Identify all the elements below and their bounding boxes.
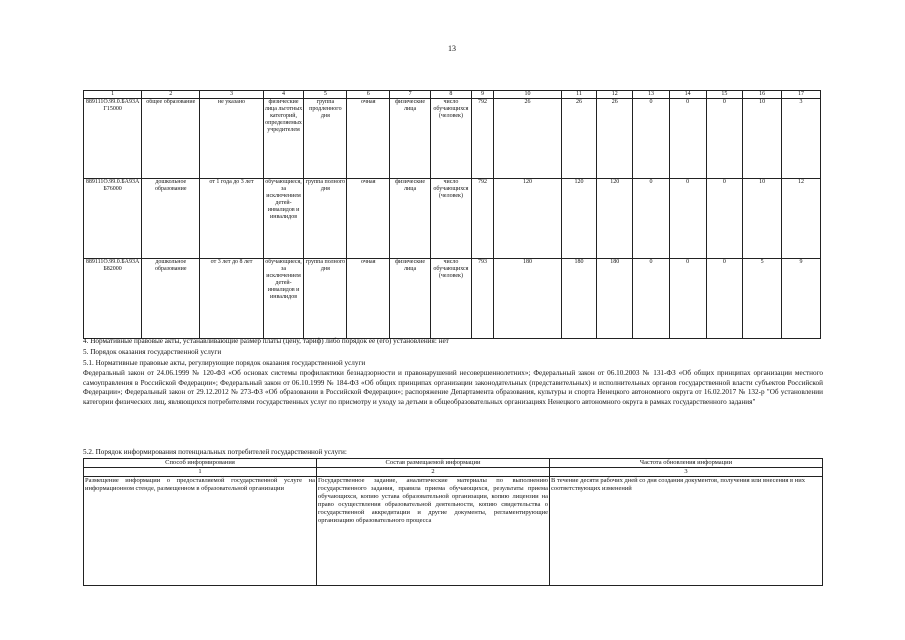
- column-number: 9: [471, 91, 493, 99]
- table-cell: 0: [706, 179, 743, 259]
- column-header: Частота обновления информации: [550, 459, 823, 468]
- column-number: 2: [317, 468, 550, 477]
- table-cell: физические лица льготных категорий, определяемых учредителем: [263, 99, 304, 179]
- table-cell: 0: [669, 179, 706, 259]
- column-number: 16: [743, 91, 782, 99]
- page-number: 13: [448, 44, 456, 53]
- table-cell: 5: [743, 259, 782, 339]
- table-cell: 3: [782, 99, 821, 179]
- column-number: 5: [304, 91, 347, 99]
- informing-method-cell: Размещение информации о предоставляемой государственной услуге на информационном стенде, размещенном в образовательной организации: [84, 477, 317, 586]
- column-number: 12: [597, 91, 633, 99]
- column-number: 15: [706, 91, 743, 99]
- table-cell: обучающиеся, за исключением детей-инвалидов и инвалидов: [263, 179, 304, 259]
- table-cell: число обучающихся (человек): [431, 259, 472, 339]
- section-5-2-heading: 5.2. Порядок информирования потенциальных потребителей государственной услуги:: [83, 448, 347, 456]
- table-cell: очная: [347, 179, 390, 259]
- table-cell: 120: [597, 179, 633, 259]
- table-cell: 12: [782, 179, 821, 259]
- table-cell: число обучающихся (человек): [431, 99, 472, 179]
- table-cell: 180: [597, 259, 633, 339]
- table-cell: 0: [669, 259, 706, 339]
- table-cell: 793: [471, 259, 493, 339]
- registry-code-cell: 889111О.99.0.БА93АБ82000: [84, 259, 142, 339]
- column-header: Способ информирования: [84, 459, 317, 468]
- table-cell: 792: [471, 179, 493, 259]
- table-row: [84, 179, 821, 259]
- column-number: 10: [494, 91, 561, 99]
- table-cell: физические лица: [390, 259, 431, 339]
- column-number: 1: [84, 468, 317, 477]
- table-cell: от 3 лет до 8 лет: [200, 259, 263, 339]
- column-number: 6: [347, 91, 390, 99]
- table-cell: 0: [633, 179, 670, 259]
- column-number: 14: [669, 91, 706, 99]
- column-number: 17: [782, 91, 821, 99]
- table-cell: общее образование: [142, 99, 200, 179]
- update-frequency-cell: В течение десяти рабочих дней со дня создания документов, получения или внесения в них соответствующих изменений: [550, 477, 823, 586]
- column-number: 7: [390, 91, 431, 99]
- column-number: 1: [84, 91, 142, 99]
- column-header: Состав размещаемой информации: [317, 459, 550, 468]
- table-cell: 10: [743, 179, 782, 259]
- table-header-row: [84, 459, 823, 468]
- section-5-1-heading: 5.1. Нормативные правовые акты, регулирующие порядок оказания государственной услуги: [83, 359, 366, 367]
- informing-table: [83, 458, 823, 586]
- section-4-fee-acts: 4. Нормативные правовые акты, устанавливающие размер платы (цену, тариф) либо порядок ее (его) установления: нет: [83, 337, 449, 345]
- table-cell: очная: [347, 259, 390, 339]
- table-cell: 120: [494, 179, 561, 259]
- table-cell: 0: [669, 99, 706, 179]
- table-cell: обучающиеся, за исключением детей-инвалидов и инвалидов: [263, 259, 304, 339]
- table-cell: 26: [561, 99, 597, 179]
- column-number: 3: [200, 91, 263, 99]
- column-number: 4: [263, 91, 304, 99]
- table-cell: 26: [597, 99, 633, 179]
- table-cell: 10: [743, 99, 782, 179]
- column-number: 11: [561, 91, 597, 99]
- information-content-cell: Государственное задание, аналитические материалы по выполнению государственного задания, правила приема обучающихся, результаты приема обучающихся, копию устава образовательной организации, копию лицензии на право осуществления образовательной деятельности, копию свидетельства о государственной аккредитации и другие документы, регламентирующие организацию образовательного процесса: [317, 477, 550, 586]
- table-cell: 26: [494, 99, 561, 179]
- legal-acts-paragraph: Федеральный закон от 24.06.1999 № 120-ФЗ «Об основах системы профилактики безнадзорности и правонарушений несовершеннолетних»; Федеральный закон от 06.10.2003 № 131-ФЗ «Об общих принципах организации местного самоуправления в Российской Федерации»; Федеральный закон от 06.10.1999 № 184-ФЗ «Об общих принципах организации законодательных (представительных) и исполнительных органов государственной власти субъектов Российской Федерации»; Федеральный закон от 29.12.2012 № 273-ФЗ «Об образовании в Российской Федерации»; распоряжение Департамента образования, культуры и спорта Ненецкого автономного округа от 16.02.2017 № 132-р "Об установлении категории физических лиц, являющихся потребителями государственных услуг по присмотру и уходу за детьми в общеобразовательных организациях Ненецкого автономного округа в рамках государственного задания": [83, 369, 823, 406]
- table-cell: 0: [706, 259, 743, 339]
- table-cell: физические лица: [390, 99, 431, 179]
- table-cell: 0: [633, 259, 670, 339]
- table-cell: не указано: [200, 99, 263, 179]
- table-cell: группа полного дня: [304, 259, 347, 339]
- table-cell: группа продленного дня: [304, 99, 347, 179]
- section-5-heading: 5. Порядок оказания государственной услуги: [83, 348, 222, 356]
- table-cell: число обучающихся (человек): [431, 179, 472, 259]
- column-number: 3: [550, 468, 823, 477]
- column-number: 8: [431, 91, 472, 99]
- table-cell: 180: [494, 259, 561, 339]
- table-cell: физические лица: [390, 179, 431, 259]
- table-cell: 792: [471, 99, 493, 179]
- table-cell: 0: [633, 99, 670, 179]
- column-number: 2: [142, 91, 200, 99]
- table-cell: от 1 года до 3 лет: [200, 179, 263, 259]
- table-row: [84, 259, 821, 339]
- table-cell: группа полного дня: [304, 179, 347, 259]
- table-cell: дошкольное образование: [142, 179, 200, 259]
- table-header-row: [84, 91, 821, 99]
- column-number: 13: [633, 91, 670, 99]
- table-cell: 0: [706, 99, 743, 179]
- table-cell: 120: [561, 179, 597, 259]
- registry-code-cell: 889111О.99.0.БА93АБ76000: [84, 179, 142, 259]
- table-cell: очная: [347, 99, 390, 179]
- table-row: [84, 477, 823, 586]
- indicators-table: [83, 90, 821, 339]
- table-cell: 180: [561, 259, 597, 339]
- table-cell: дошкольное образование: [142, 259, 200, 339]
- table-number-row: [84, 468, 823, 477]
- table-cell: 9: [782, 259, 821, 339]
- registry-code-cell: 889111О.99.0.БА93АГ15000: [84, 99, 142, 179]
- table-row: [84, 99, 821, 179]
